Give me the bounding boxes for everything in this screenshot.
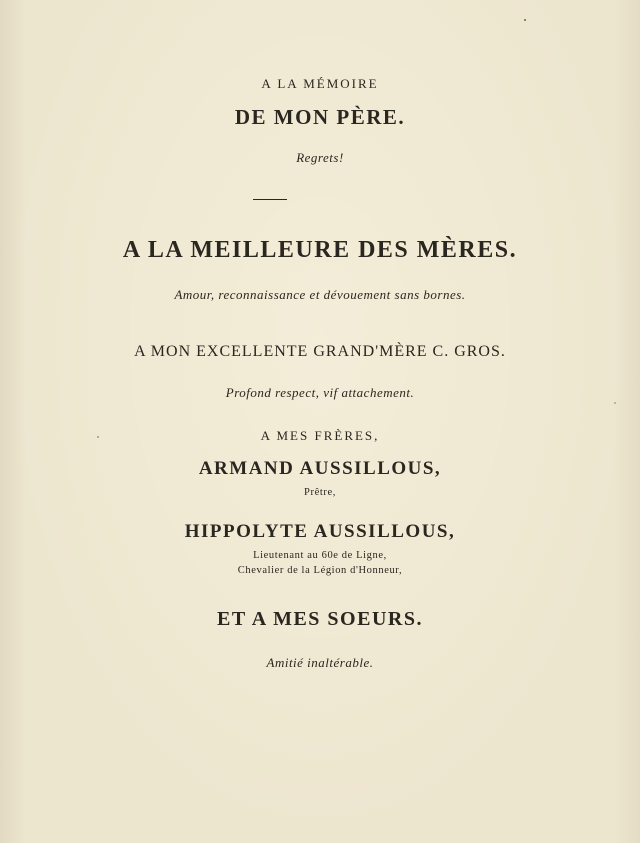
dedication-heading-memory: A LA MÉMOIRE	[261, 76, 379, 91]
paper-speck	[614, 402, 616, 404]
grandmother-sentiment: Profond respect, vif attachement.	[225, 385, 415, 400]
dedication-brothers: A MES FRÈRES,	[260, 428, 380, 443]
sisters-sentiment: Amitié inaltérable.	[266, 655, 374, 670]
hippolyte-rank: Lieutenant au 60e de Ligne,	[253, 550, 387, 561]
paper-speck	[97, 436, 99, 438]
dedication-father: DE MON PÈRE.	[234, 105, 406, 129]
separator-rule	[253, 199, 287, 200]
hippolyte-honour: Chevalier de la Légion d'Honneur,	[237, 565, 403, 576]
brother-armand: ARMAND AUSSILLOUS,	[198, 458, 442, 479]
mother-sentiment: Amour, reconnaissance et dévouement sans bornes.	[174, 287, 466, 302]
dedication-mother: A LA MEILLEURE DES MÈRES.	[122, 237, 518, 263]
brother-hippolyte: HIPPOLYTE AUSSILLOUS,	[184, 521, 456, 542]
paper-speck	[524, 19, 526, 21]
dedication-grandmother: A MON EXCELLENTE GRAND'MÈRE C. GROS.	[134, 343, 506, 360]
father-sentiment: Regrets!	[296, 150, 344, 165]
armand-title: Prêtre,	[304, 487, 336, 498]
dedication-sisters: ET A MES SOEURS.	[217, 608, 423, 630]
